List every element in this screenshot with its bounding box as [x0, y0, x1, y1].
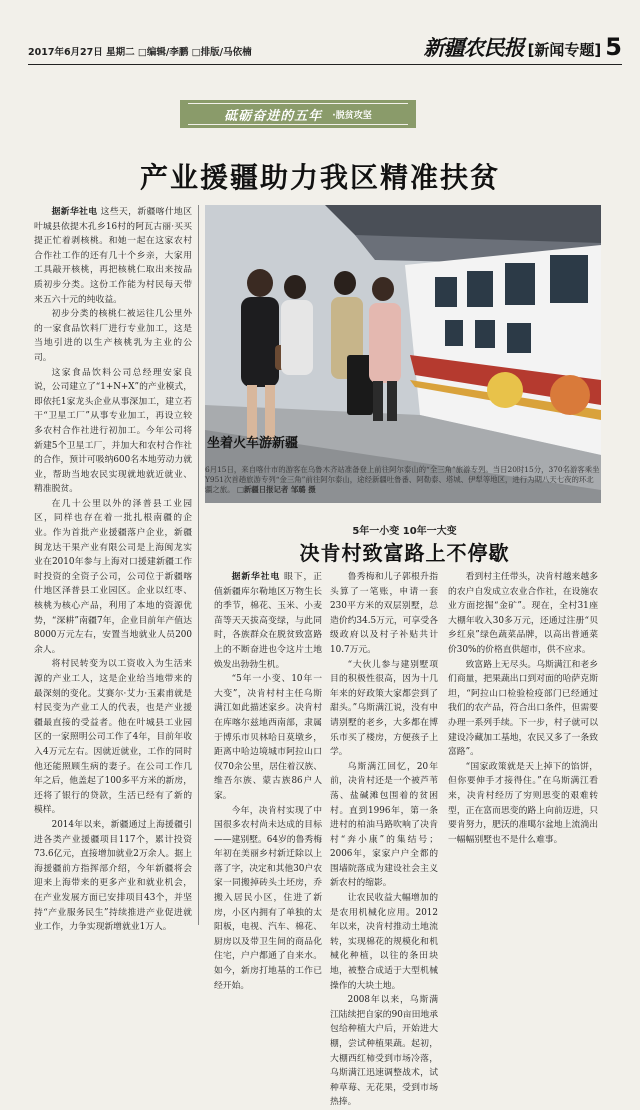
- second-article-headline: 决肯村致富路上不停歇: [299, 541, 510, 565]
- second-article-agency: 据新华社电: [231, 572, 281, 582]
- photo-overlay-title: 坐着火车游新疆: [207, 436, 299, 451]
- main-article-paragraph: 2014年以来，新疆通过上海援疆引进各类产业援疆项目117个，累计投资73.6亿元，直接增加就业2万余人。据上海援疆前方指挥部介绍，今年新疆将会迎来上海带来的更多产业和就业机会，在产业发展方面已安排项目43个，并坚持“产业服务民生”持续推进产业促进就业工作，力争实现新增就业1万人。: [34, 819, 192, 933]
- news-photo: [205, 205, 601, 503]
- second-article-paragraph: 乌斯满江回忆，20年前，决肯村还是一个被芦苇荡、盐碱滩包围着的贫困村。直到1996年，第一条进村的柏油马路吹响了决肯村“奔小康”的集结号；2006年，家家户户全都的围墙院落成为建设社会主义新农村的缩影。: [330, 761, 438, 889]
- column-divider: [198, 205, 199, 925]
- photo-credit: □新疆日报记者 邹璐 摄: [236, 485, 316, 494]
- second-article-paragraph: 致富路上无尽头。乌斯满江和老乡们商量，把果蔬出口到对面的哈萨克斯坦，“阿拉山口检验检疫部门已经通过我们的农产品，符合出口条件，但需要办理一系列手续。下一步，村子就可以建设冷藏加工基地，农民又多了一条致富路”。: [448, 659, 598, 758]
- banner-subtitle: ·脱贫攻坚: [332, 110, 372, 121]
- section-name: [新闻专题]: [527, 41, 602, 59]
- second-article-paragraph: 眼下，正值新疆库尔勒地区万物生长的季节，棉花、玉米、小麦苗等天天拔高变绿，与此同时，各族群众在脱贫致富路上的不断奋进也令这片土地焕发出勃勃生机。: [214, 572, 322, 670]
- paper-name: 新疆农民报: [423, 35, 524, 60]
- main-article-body: [34, 205, 192, 933]
- main-article-agency: 据新华社电: [51, 207, 98, 217]
- train-station-photo: [205, 205, 601, 503]
- main-article-paragraph: 这家食品饮料公司总经理安家良说，公司建立了“1+N+X”的产业模式，即依托1家龙头企业从事深加工，建立若干“卫星工厂”从事专业加工，再设立较多农村合作社进行初加工。今年公司将新建5个卫星工厂，并加大和农村合作社的合作，预计可吸纳600名本地劳动力就业，帮助当地农民实现就地就近就业、精准脱贫。: [34, 367, 192, 495]
- second-article-col3: [448, 570, 598, 925]
- second-article-paragraph: “大伙儿参与建别墅项目的积极性很高，因为十几年来的好政策大家都尝到了甜头。”乌斯满江说，没有申请别墅的老乡，大多都在博乐市买了楼房，方便孩子上学。: [330, 659, 438, 758]
- page-number: 5: [605, 33, 622, 61]
- second-article-paragraph: 让农民收益大幅增加的是农用机械化应用。2012年以来，决肯村推动土地流转，实现棉花的规模化和机械化种植，以往的条田块地，被整合成适于大型机械操作的大块土地。: [330, 893, 438, 991]
- main-headline: 产业援疆助力我区精准扶贫: [139, 161, 500, 194]
- second-article-paragraph: 今年，决肯村实现了中国很多农村尚未达成的目标——建别墅。64岁的鲁秀梅年初在美丽乡村新迁除以上落了字，决定和其他30户农家一同搬掉砖头土坯房，乔搬入居民小区，住进了新房，小区内拥有了单独的太阳板，电视、汽车、棉花、厨房以及带卫生间的商品化住宅，户户都通了自来水。如今，新房打地基的工作已经开始。: [214, 805, 322, 991]
- photo-caption-text: 6月15日，来自喀什市的游客在乌鲁木齐站准备登上前往阿尔泰山的“全三角”旅游专列。当日20时15分，370名游客乘坐Y951次首趟旅游专列“金三角”前往阿尔泰山，途经新疆吐鲁番、阿勒泰、塔城、伊犁等地区，进行为期八天七夜的环北疆之旅。: [205, 465, 600, 494]
- main-article-paragraph: 初步分类的核桃仁被运往几公里外的一家食品饮料厂进行专业加工，这是当地引进的以生产核桃乳为主业的公司。: [34, 309, 192, 363]
- second-article-paragraph: “国家政策就是天上掉下的馅饼，但你要伸手才接得住。”在乌斯满江看来，决肯村经历了穷则思变的艰难转型，正在富而思变的路上向前迈进，只要肯努力，肥沃的准噶尔盆地上流淌出一幅幅别墅也不是什么难事。: [448, 761, 598, 845]
- second-article-col2: [330, 570, 438, 1108]
- main-article-paragraph: 将村民转变为以工资收入为生活来源的产业工人，这是企业给当地带来的最深刻的变化。艾赛尔·艾力·玉素甫就是村民变为产业工人的代表，也是产业援疆最直接的受益者。他在叶城县工业园区的一家照明公司工作了4年，目前年收入4万元左右。因就近就业，工作的同时他还能照顾生病的妻子。在公司工作几年之后，他盖起了100多平方米的新房，还将了银行的贷款，生活已经有了新的模样。: [34, 659, 192, 816]
- date-editor-line: 2017年6月27日 星期二 □编辑/李鹏 □排版/马依楠: [28, 47, 252, 58]
- second-article-paragraph: 看到村主任带头，决肯村越来越多的农户自发成立农业合作社，在设施农业方面挖掘“金矿”。现在，全村31座大棚年收入30多万元，还通过注册“贝乡红泉”绿色蔬菜品牌，以高出普通菜价30%的价格直供超市，供不应求。: [448, 572, 598, 655]
- second-article-paragraph: 2008年以来，乌斯满江陆续把自家的90亩田地承包给种植大户后，开始进大棚，尝试种植果蔬。起初，大棚西红柿受到市场冷落，乌斯满江迅速调整战术，试种草莓、无花果，受到市场热捧。: [330, 995, 438, 1108]
- masthead-right: [424, 32, 622, 62]
- masthead: [28, 30, 622, 65]
- series-banner: [180, 100, 416, 128]
- second-article-paragraph: “5年一小变、10年一大变”，决肯村村主任乌斯满江如此描述家乡。决肯村在库喀尔兹地西南部，隶属于博乐市贝林哈日莫墩乡，距离中哈边境城市阿拉山口仅70余公里，居住着汉族、维吾尔族、蒙古族86户人家。: [214, 674, 322, 801]
- photo-caption: [205, 465, 601, 495]
- second-article-col1: [214, 570, 322, 991]
- main-article-paragraph: 在几十公里以外的泽普县工业园区，同样也存在着一批扎根南疆的企业。作为首批产业援疆落户企业，新疆闽龙达干果产业有限公司是上海闽龙实业在2010年参与上海对口援建新疆工作时投资的全资子公司，公司位于新疆喀什地区泽普县工业园区。企业以红枣、核桃为核心产品，利用了本地的资源优势，“深耕”南疆7年，企业目前年产值达8000万元左右，安置当地就业人员200余人。: [34, 498, 192, 655]
- second-article-kicker: 5年一小变 10年一大变: [352, 526, 457, 537]
- banner-title: 砥砺奋进的五年: [224, 108, 323, 124]
- main-article-paragraph: 这些天，新疆喀什地区叶城县依提木孔乡16村的阿瓦古丽·买买提正忙着剥核桃。和她一起在这家农村合作社工作的还有几十个乡亲，大家用工具敲开核桃，再把核桃仁取出来按品质初步分类。这份工作能为村民每天带来五六十元的纯收益。: [34, 207, 192, 305]
- second-article-paragraph: 鲁秀梅和儿子郭根升指头算了一笔账，申请一套230平方米的双层别墅，总造价约34.5万元，可享受各级政府以及村子补贴共计10.7万元。: [330, 572, 438, 655]
